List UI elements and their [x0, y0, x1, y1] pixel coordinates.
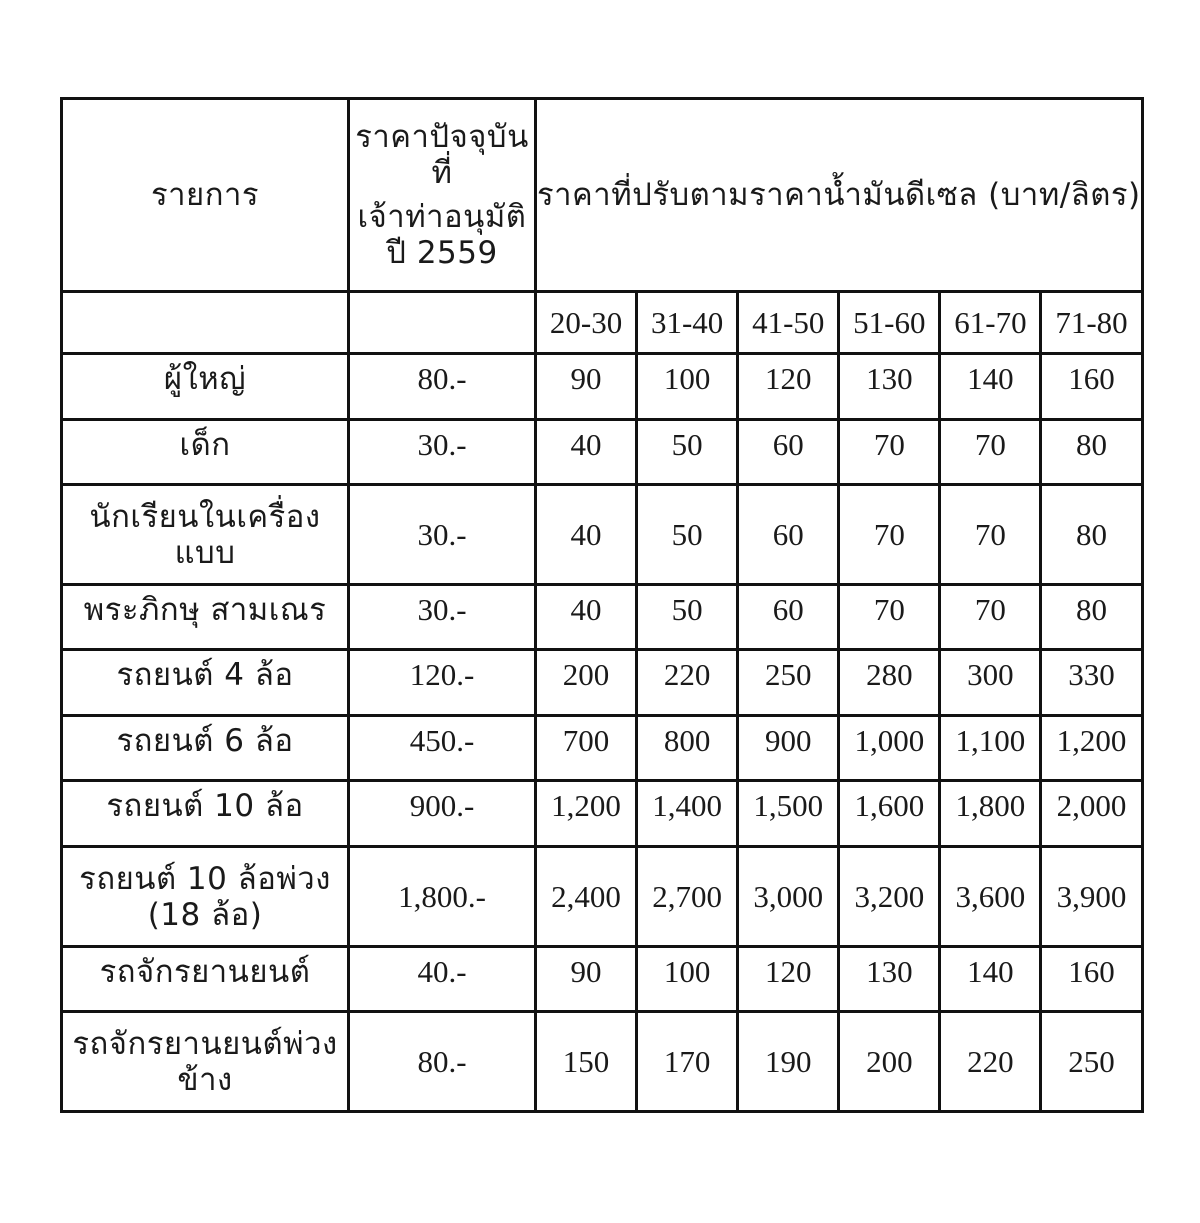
adjusted-price-cell: 40: [536, 585, 637, 650]
current-price-cell: 40.-: [349, 947, 536, 1012]
adjusted-price-cell: 50: [637, 420, 738, 485]
table-row: [62, 847, 1143, 947]
adjusted-price-cell: 100: [637, 354, 738, 420]
current-price-cell: 900.-: [349, 781, 536, 847]
current-price-cell: 120.-: [349, 650, 536, 716]
item-name-cell: [62, 781, 349, 847]
range-cell: 31-40: [637, 292, 738, 354]
item-name-cell: [62, 585, 349, 650]
adjusted-price-cell: 1,200: [1041, 716, 1142, 781]
current-price-cell: 30.-: [349, 420, 536, 485]
adjusted-price-cell: 250: [738, 650, 839, 716]
adjusted-price-cell: 250: [1041, 1012, 1142, 1112]
adjusted-price-cell: 70: [839, 420, 940, 485]
item-name-line: รถจักรยานยนต์พ่วง: [72, 1025, 338, 1062]
header-item: รายการ: [62, 99, 349, 292]
table-row: [62, 1012, 1143, 1112]
adjusted-price-cell: 220: [637, 650, 738, 716]
adjusted-price-cell: 190: [738, 1012, 839, 1112]
adjusted-price-cell: 280: [839, 650, 940, 716]
adjusted-price-cell: 70: [940, 585, 1041, 650]
header-current-price-line: ปี 2559: [386, 235, 498, 271]
header-current-price-line: ราคาปัจจุบัน: [355, 119, 529, 155]
range-cell: 51-60: [839, 292, 940, 354]
adjusted-price-cell: 60: [738, 420, 839, 485]
adjusted-price-cell: 60: [738, 485, 839, 585]
item-name-line: เด็ก: [179, 427, 231, 463]
item-name-line: พระภิกษุ สามเณร: [83, 592, 327, 628]
adjusted-price-cell: 90: [536, 947, 637, 1012]
table-row: [62, 650, 1143, 716]
header-row: [62, 99, 1143, 292]
adjusted-price-cell: 1,400: [637, 781, 738, 847]
adjusted-price-cell: 80: [1041, 485, 1142, 585]
adjusted-price-cell: 140: [940, 947, 1041, 1012]
adjusted-price-cell: 200: [536, 650, 637, 716]
adjusted-price-cell: 120: [738, 947, 839, 1012]
adjusted-price-cell: 220: [940, 1012, 1041, 1112]
adjusted-price-cell: 2,700: [637, 847, 738, 947]
adjusted-price-cell: 150: [536, 1012, 637, 1112]
adjusted-price-cell: 200: [839, 1012, 940, 1112]
adjusted-price-cell: 40: [536, 420, 637, 485]
adjusted-price-cell: 1,100: [940, 716, 1041, 781]
adjusted-price-cell: 140: [940, 354, 1041, 420]
current-price-cell: 80.-: [349, 354, 536, 420]
table-row: [62, 585, 1143, 650]
item-name-line: ผู้ใหญ่: [163, 361, 247, 397]
item-name-cell: [62, 1012, 349, 1112]
item-name-cell: [62, 485, 349, 585]
adjusted-price-cell: 70: [839, 485, 940, 585]
current-price-cell: 80.-: [349, 1012, 536, 1112]
item-name-line: รถจักรยานยนต์: [99, 954, 311, 990]
item-name-line: รถยนต์ 10 ล้อพ่วง: [79, 860, 331, 897]
adjusted-price-cell: 120: [738, 354, 839, 420]
item-name-line: รถยนต์ 4 ล้อ: [116, 657, 294, 693]
adjusted-price-cell: 130: [839, 947, 940, 1012]
adjusted-price-cell: 100: [637, 947, 738, 1012]
item-name-cell: [62, 354, 349, 420]
adjusted-price-cell: 70: [940, 420, 1041, 485]
table-row: [62, 947, 1143, 1012]
header-adjusted-price: ราคาที่ปรับตามราคาน้ำมันดีเซล (บาท/ลิตร): [536, 99, 1143, 292]
adjusted-price-cell: 50: [637, 585, 738, 650]
adjusted-price-cell: 160: [1041, 354, 1142, 420]
adjusted-price-cell: 40: [536, 485, 637, 585]
current-price-cell: 450.-: [349, 716, 536, 781]
adjusted-price-cell: 90: [536, 354, 637, 420]
item-name-cell: [62, 650, 349, 716]
table-row: [62, 485, 1143, 585]
table-row: [62, 781, 1143, 847]
adjusted-price-cell: 2,000: [1041, 781, 1142, 847]
adjusted-price-cell: 80: [1041, 585, 1142, 650]
item-name-cell: [62, 847, 349, 947]
adjusted-price-cell: 80: [1041, 420, 1142, 485]
range-cell: 61-70: [940, 292, 1041, 354]
item-name-line: แบบ: [174, 534, 236, 571]
current-price-cell: 1,800.-: [349, 847, 536, 947]
adjusted-price-cell: 170: [637, 1012, 738, 1112]
table-row: [62, 420, 1143, 485]
adjusted-price-cell: 1,800: [940, 781, 1041, 847]
item-name-line: (18 ล้อ): [147, 896, 263, 933]
adjusted-price-cell: 3,600: [940, 847, 1041, 947]
item-name-cell: [62, 420, 349, 485]
range-blank-cell: [62, 292, 349, 354]
item-name-line: รถยนต์ 6 ล้อ: [116, 723, 294, 759]
adjusted-price-cell: 1,200: [536, 781, 637, 847]
range-blank-cell: [349, 292, 536, 354]
current-price-cell: 30.-: [349, 585, 536, 650]
adjusted-price-cell: 2,400: [536, 847, 637, 947]
table-row: [62, 354, 1143, 420]
item-name-cell: [62, 947, 349, 1012]
fare-table: [60, 97, 1144, 1113]
item-name-line: นักเรียนในเครื่อง: [89, 498, 321, 535]
adjusted-price-cell: 70: [839, 585, 940, 650]
adjusted-price-cell: 1,600: [839, 781, 940, 847]
adjusted-price-cell: 300: [940, 650, 1041, 716]
adjusted-price-cell: 70: [940, 485, 1041, 585]
item-name-cell: [62, 716, 349, 781]
adjusted-price-cell: 330: [1041, 650, 1142, 716]
adjusted-price-cell: 1,000: [839, 716, 940, 781]
table-row: [62, 716, 1143, 781]
item-name-line: รถยนต์ 10 ล้อ: [106, 788, 304, 824]
adjusted-price-cell: 3,200: [839, 847, 940, 947]
header-current-price: [349, 99, 536, 292]
adjusted-price-cell: 800: [637, 716, 738, 781]
header-current-price-line: ที่: [431, 155, 453, 191]
header-current-price-line: เจ้าท่าอนุมัติ: [357, 199, 527, 235]
range-cell: 41-50: [738, 292, 839, 354]
adjusted-price-cell: 1,500: [738, 781, 839, 847]
adjusted-price-cell: 160: [1041, 947, 1142, 1012]
adjusted-price-cell: 900: [738, 716, 839, 781]
adjusted-price-cell: 3,900: [1041, 847, 1142, 947]
range-cell: 20-30: [536, 292, 637, 354]
current-price-cell: 30.-: [349, 485, 536, 585]
adjusted-price-cell: 3,000: [738, 847, 839, 947]
adjusted-price-cell: 60: [738, 585, 839, 650]
range-cell: 71-80: [1041, 292, 1142, 354]
adjusted-price-cell: 50: [637, 485, 738, 585]
adjusted-price-cell: 700: [536, 716, 637, 781]
adjusted-price-cell: 130: [839, 354, 940, 420]
item-name-line: ข้าง: [177, 1061, 233, 1098]
range-row: [62, 292, 1143, 354]
